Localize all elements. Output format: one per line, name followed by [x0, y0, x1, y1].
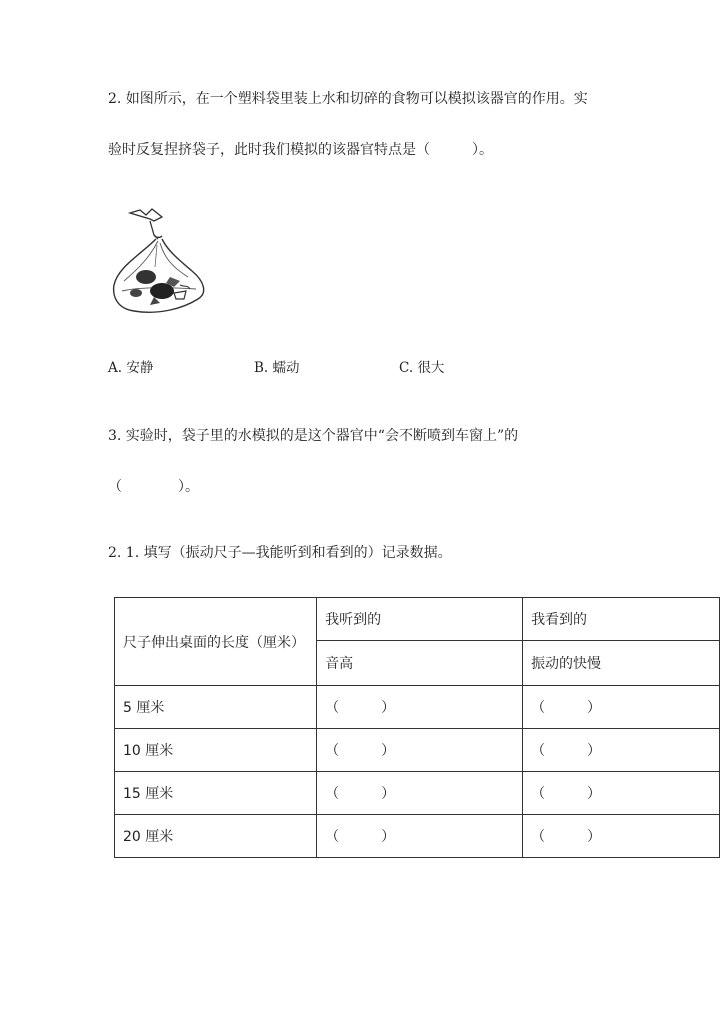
seen-answer-blank[interactable]: （ ）: [523, 772, 720, 815]
seen-answer-blank[interactable]: （ ）: [523, 815, 720, 858]
question-3-line-2: （ ）。: [108, 479, 199, 495]
section-title: 2. 1. 填写（振动尺子—我能听到和看到的）记录数据。: [108, 545, 452, 561]
choice-a: A. 安静: [108, 360, 154, 376]
question-3-line-1: 3. 实验时，袋子里的水模拟的是这个器官中“会不断喷到车窗上”的: [108, 428, 519, 444]
heard-answer-blank[interactable]: （ ）: [317, 686, 523, 729]
heard-answer-blank[interactable]: （ ）: [317, 729, 523, 772]
col-seen-header: 我看到的: [523, 598, 720, 641]
table-row: [115, 686, 720, 729]
length-cell: 5 厘米: [115, 686, 317, 729]
heard-answer-blank[interactable]: （ ）: [317, 772, 523, 815]
question-2-line-2: 验时反复捏挤袋子，此时我们模拟的该器官特点是（ ）。: [108, 142, 493, 158]
table-row: [115, 815, 720, 858]
seen-answer-blank[interactable]: （ ）: [523, 729, 720, 772]
choice-b: B. 蠕动: [254, 360, 300, 376]
col-length-header: 尺子伸出桌面的长度（厘米）: [115, 598, 317, 686]
col-seen-subheader: 振动的快慢: [523, 641, 720, 686]
heard-answer-blank[interactable]: （ ）: [317, 815, 523, 858]
question-2-line-1: 2. 如图所示，在一个塑料袋里装上水和切碎的食物可以模拟该器官的作用。实: [108, 91, 588, 107]
table-row: [115, 772, 720, 815]
length-cell: 15 厘米: [115, 772, 317, 815]
length-cell: 20 厘米: [115, 815, 317, 858]
table-row: [115, 729, 720, 772]
seen-answer-blank[interactable]: （ ）: [523, 686, 720, 729]
col-heard-header: 我听到的: [317, 598, 523, 641]
length-cell: 10 厘米: [115, 729, 317, 772]
record-table: [114, 597, 720, 858]
choice-c: C. 很大: [399, 360, 445, 376]
plastic-bag-with-food-drawing: [110, 205, 210, 320]
col-heard-subheader: 音高: [317, 641, 523, 686]
